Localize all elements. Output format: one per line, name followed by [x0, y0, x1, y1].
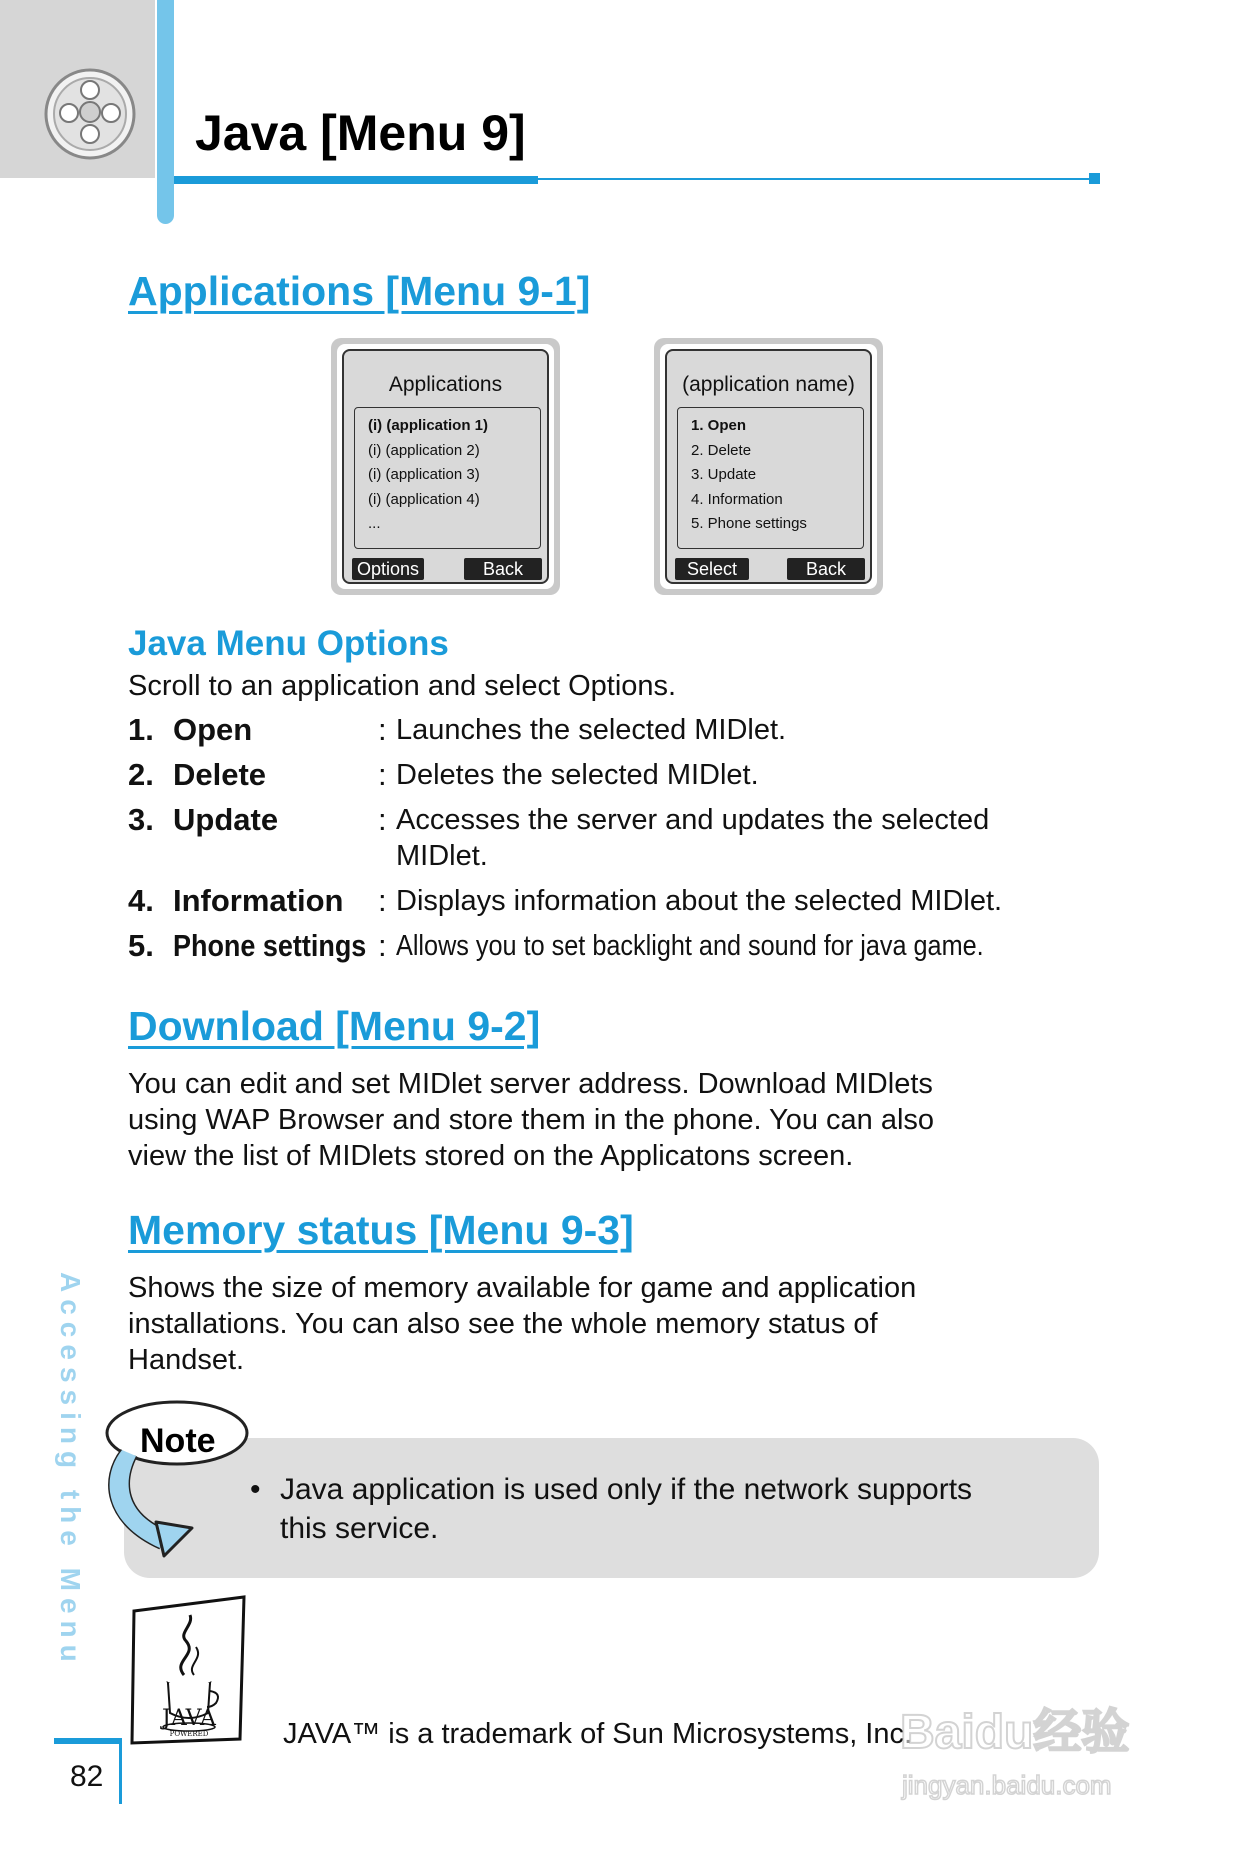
option-information [128, 883, 1108, 923]
list-item[interactable]: (i) (application 2) [368, 441, 480, 459]
memory-text-line: Handset. [128, 1344, 245, 1376]
trademark-text: JAVA™ is a trademark of Sun Microsystems, Inc. [283, 1718, 913, 1750]
screen-title: (application name) [682, 373, 855, 396]
download-heading: Download [Menu 9-2] [128, 1003, 541, 1049]
option-description: Accesses the server and updates the selected [396, 804, 990, 836]
option-phone-settings [128, 928, 1108, 968]
page-number: 82 [70, 1760, 104, 1793]
side-tab-label: Accessing the Menu [55, 1272, 86, 1669]
list-item[interactable]: 3. Update [691, 466, 757, 483]
option-description-cont: MIDlet. [396, 840, 488, 872]
list-item[interactable]: 2. Delete [691, 441, 752, 459]
back-softkey[interactable]: Back [464, 558, 542, 580]
application-list [354, 407, 541, 549]
list-item[interactable]: (i) (application 4) [368, 490, 480, 508]
option-description: Allows you to set backlight and sound for java game. [396, 930, 984, 962]
java-logo-word: JAVA [162, 1706, 216, 1731]
note-text-line: this service. [280, 1512, 439, 1545]
option-name: Update [173, 802, 279, 837]
page-number-rule [119, 1744, 122, 1804]
title-underline [174, 176, 538, 184]
option-number: 1. [128, 712, 154, 747]
memory-status-heading: Memory status [Menu 9-3] [128, 1207, 634, 1253]
screen-title: Applications [388, 373, 503, 396]
option-number: 5. [128, 928, 154, 963]
option-number: 2. [128, 757, 154, 792]
list-item[interactable]: 1. Open [691, 417, 747, 434]
page-number-bar [54, 1738, 122, 1744]
menu-joystick-icon [42, 66, 138, 162]
option-name: Information [173, 883, 344, 918]
download-text-line: using WAP Browser and store them in the phone. You can also [128, 1104, 935, 1136]
java-logo-sub: POWERED [169, 1730, 209, 1738]
option-colon: : [378, 928, 387, 963]
intro-text: Scroll to an application and select Options. [128, 670, 677, 702]
app-menu-list [677, 407, 864, 549]
header-rule-end [1089, 173, 1100, 184]
applications-heading: Applications [Menu 9-1] [128, 268, 591, 314]
header-rule [538, 178, 1091, 180]
download-text-line: view the list of MIDlets stored on the Applicatons screen. [128, 1140, 854, 1172]
option-description: Launches the selected MIDlet. [396, 714, 787, 746]
option-colon: : [378, 712, 387, 747]
option-number: 3. [128, 802, 154, 837]
phone-screen-applications [331, 338, 560, 595]
memory-text-line: Shows the size of memory available for game and application [128, 1272, 917, 1304]
watermark-url: jingyan.baidu.com [902, 1770, 1112, 1800]
header-vertical-bar [157, 0, 174, 224]
memory-text-line: installations. You can also see the whole memory status of [128, 1308, 878, 1340]
option-number: 4. [128, 883, 154, 918]
option-colon: : [378, 757, 387, 792]
options-softkey[interactable]: Options [352, 558, 424, 580]
list-item[interactable]: (i) (application 3) [368, 466, 480, 483]
option-description: Displays information about the selected MIDlet. [396, 885, 1003, 917]
list-item[interactable]: 5. Phone settings [691, 515, 807, 532]
java-powered-logo [128, 1595, 250, 1745]
option-update [128, 802, 1108, 882]
option-colon: : [378, 802, 387, 837]
option-colon: : [378, 883, 387, 918]
note-label: Note [140, 1422, 216, 1460]
download-text-line: You can edit and set MIDlet server address. Download MIDlets [128, 1068, 933, 1100]
list-item[interactable]: (i) (application 1) [368, 417, 488, 434]
option-name: Phone settings [173, 928, 367, 963]
note-text-line: Java application is used only if the network supports [280, 1473, 973, 1506]
option-open [128, 712, 1108, 752]
java-menu-options-heading: Java Menu Options [128, 624, 449, 663]
page-title: Java [Menu 9] [195, 105, 526, 161]
option-name: Delete [173, 757, 267, 792]
baidu-watermark [880, 1676, 1180, 1826]
back-softkey[interactable]: Back [787, 558, 865, 580]
select-softkey[interactable]: Select [675, 558, 749, 580]
note-bullet: • [250, 1473, 261, 1506]
list-item[interactable]: 4. Information [691, 490, 783, 508]
option-name: Open [173, 712, 253, 747]
watermark-brand: Baidu经验 [900, 1706, 1130, 1759]
list-item-more: ... [368, 515, 381, 532]
phone-screen-app-menu [654, 338, 883, 595]
option-description: Deletes the selected MIDlet. [396, 759, 759, 791]
option-delete [128, 757, 1108, 797]
